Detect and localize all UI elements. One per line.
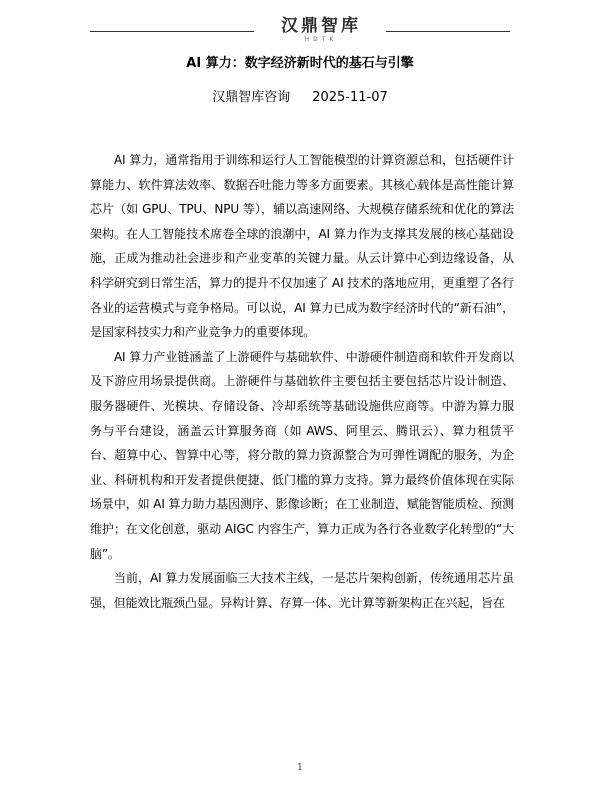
paragraph-2: AI 算力产业链涵盖了上游硬件与基础软件、中游硬件制造商和软件开发商以及下游应用场景提供商。上游硬件与基础软件主要包括主要包括芯片设计制造、服务器硬件、光模块、存储设备、冷却系统等基础设施供应商等。中游为算力服务与平台建设，涵盖云计算服务商（如 AWS、阿里云、腾讯云）、算力租赁平台、超算中心、智算中心等，将分散的算力资源整合为可弹性调配的服务，为企业、科研机构和开发者提供便捷、低门槛的算力支持。算力最终价值体现在实际场景中，如 AI 算力助力基因测序、影像诊断；在工业制造，赋能智能质检、预测维护；在文化创意，驱动 AIGC 内容生产，算力正成为各行各业数字化转型的“大脑”。	[90, 349, 514, 561]
brand-logo	[262, 16, 380, 44]
document-body	[90, 148, 514, 615]
header-rule-left	[90, 31, 254, 32]
document-title: AI 算力：数字经济新时代的基石与引擎	[186, 56, 414, 71]
header-rule-right	[386, 31, 510, 32]
paragraph-3: 当前，AI 算力发展面临三大技术主线，一是芯片架构创新，传统通用芯片虽强，但能效比瓶颈凸显。异构计算、存算一体、光计算等新架构正在兴起，旨在	[90, 571, 514, 610]
document-author: 汉鼎智库咨询	[212, 90, 291, 105]
document-date: 2025-11-07	[312, 90, 388, 105]
document-meta	[0, 89, 600, 107]
paragraph-1: AI 算力，通常指用于训练和运行人工智能模型的计算资源总和，包括硬件计算能力、软件算法效率、数据吞吐能力等多方面要素。其核心载体是高性能计算芯片（如 GPU、TPU、NPU 等），辅以高速网络、大规模存储系统和优化的算法架构。在人工智能技术席卷全球的浪潮中，AI 算力作为支撑其发展的核心基础设施，正成为推动社会进步和产业变革的关键力量。从云计算中心到边缘设备，从科学研究到日常生活，算力的提升不仅加速了 AI 技术的落地应用，更重塑了各行各业的运营模式与竞争格局。可以说，AI 算力已成为数字经济时代的“新石油”，是国家科技实力和产业竞争力的重要体现。	[90, 153, 514, 340]
logo-subtitle: HDTK	[304, 36, 338, 43]
logo-text: 汉鼎智库	[281, 16, 361, 36]
page-number: 1	[297, 763, 303, 773]
